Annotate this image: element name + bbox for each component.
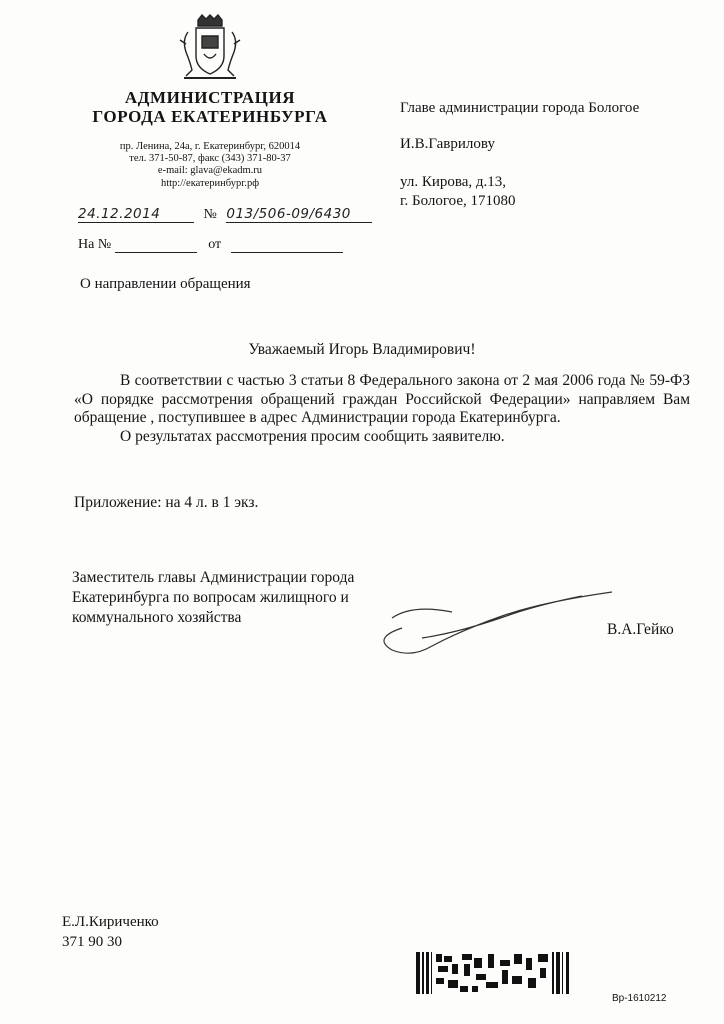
recipient-line4: г. Бологое, 171080 [400,193,516,209]
reg-number: 013/506-09/6430 [226,206,351,222]
document-barcode [416,952,572,994]
contact-address: пр. Ленина, 24а, г. Екатеринбург, 620014 [119,141,301,152]
ref-from-label: от [208,237,222,252]
reference-line [78,236,343,253]
reg-number-field [226,206,372,223]
body-paragraph-1: В соответствии с частью 3 статьи 8 Федерального закона от 2 мая 2006 года № 59-ФЗ «О порядке рассмотрения обращений граждан Российской Федерации» направляем Вам обращение , поступившее в адрес Администрации города Екатеринбурга. [74,372,690,426]
reg-date: 24.12.2014 [78,206,161,222]
signer-position-line1: Заместитель главы Администрации города [72,569,355,586]
organization-contacts [92,141,328,190]
recipient-line3: ул. Кирова, д.13, [400,174,507,190]
reg-date-field [78,206,194,223]
recipient-line2: И.В.Гаврилову [400,136,495,152]
signer-name: В.А.Гейко [607,621,674,638]
ref-number-field [115,236,197,253]
org-title-line1: АДМИНИСТРАЦИЯ [124,88,296,107]
letter-subject: О направлении обращения [80,276,251,292]
signer-position-line3: коммунального хозяйства [72,609,242,626]
coat-of-arms-icon [176,14,244,86]
letter-body [74,372,690,446]
salutation: Уважаемый Игорь Владимирович! [248,341,476,358]
barcode-number: Вр-1610212 [612,993,667,1004]
ref-date-field [231,236,343,253]
reg-number-label: № [203,207,217,222]
executor-phone: 371 90 30 [62,934,122,950]
signer-position-line2: Екатеринбурга по вопросам жилищного и [72,589,349,606]
recipient-line1: Главе администрации города Бологое [400,100,640,116]
body-paragraph-2: О результатах рассмотрения просим сообщить заявителю. [120,427,505,445]
contact-phone: тел. 371-50-87, факс (343) 371-80-37 [129,153,291,165]
ref-label: На № [78,237,112,252]
org-title-line2: ГОРОДА ЕКАТЕРИНБУРГА [92,107,328,126]
enclosure-note: Приложение: на 4 л. в 1 экз. [74,494,259,511]
contact-site: http://екатеринбург.рф [160,177,260,189]
contact-email: e-mail: glava@ekadm.ru [157,165,263,177]
handwritten-signature [362,588,622,658]
executor-info [62,912,159,952]
executor-name: Е.Л.Кириченко [62,914,159,930]
registration-line [78,206,372,223]
organization-title [82,88,338,126]
signer-position [72,568,354,628]
